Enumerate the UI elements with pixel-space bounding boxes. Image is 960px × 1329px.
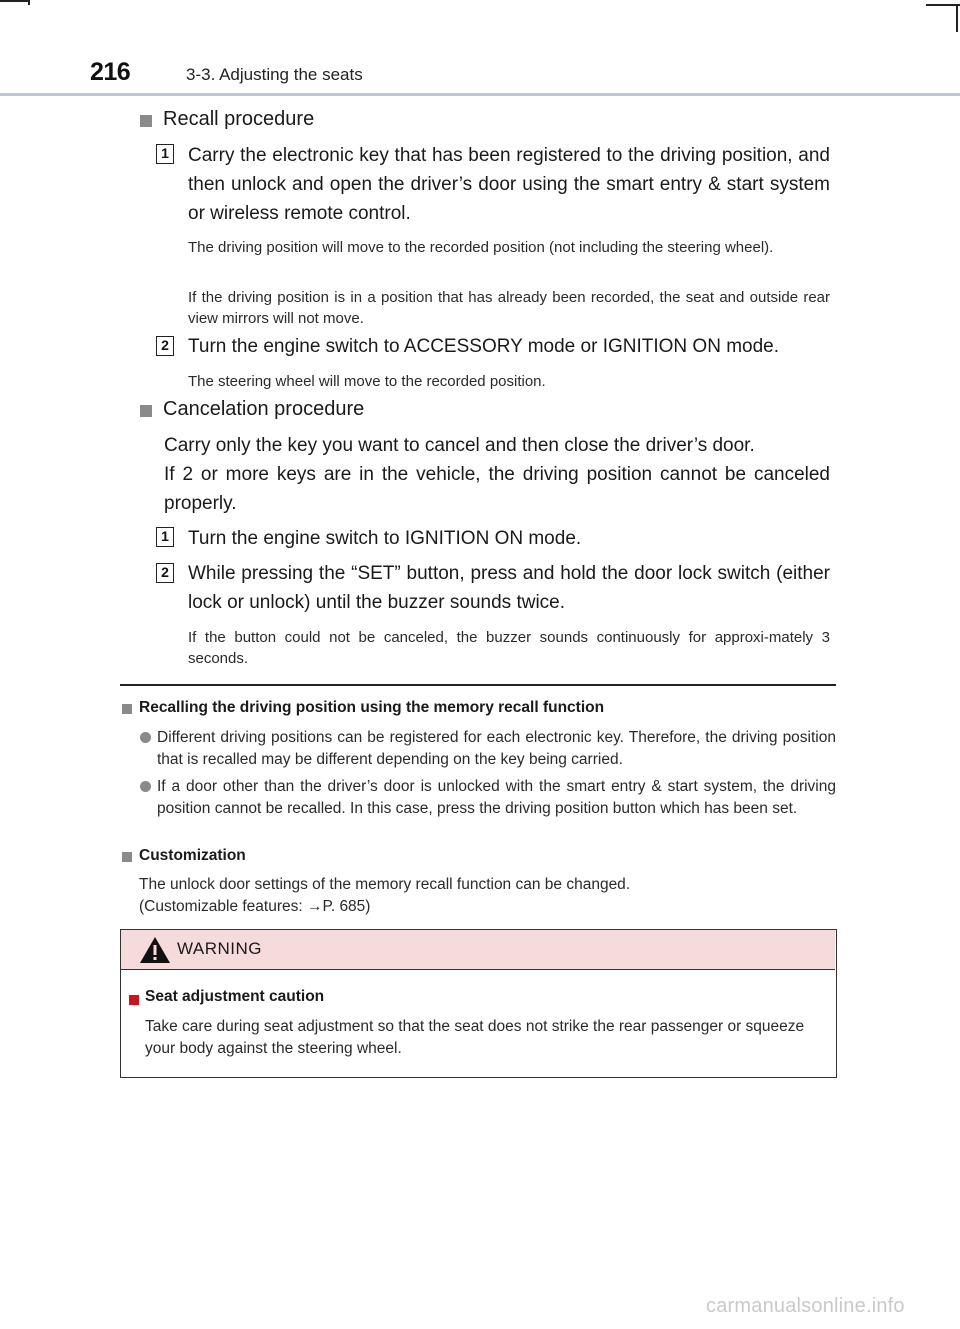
warning-header (121, 930, 835, 970)
square-bullet-icon (122, 704, 132, 714)
step-number-badge: 1 (156, 144, 174, 164)
recall-step-2-text: Turn the engine switch to ACCESSORY mode or IGNITION ON mode. (188, 336, 779, 357)
step-number-badge: 1 (156, 527, 174, 547)
customization-line-2: (Customizable features: →P. 685) (139, 898, 371, 915)
page-number: 216 (90, 58, 131, 86)
crop-mark-top-left-v (28, 0, 30, 5)
warning-heading: Seat adjustment caution (145, 988, 325, 1005)
recall-step-1-text: Carry the electronic key that has been registered to the driving position, and then unlock and open the driver’s door using the smart entry & start system or wireless remote control. (188, 145, 830, 224)
square-bullet-icon (140, 115, 152, 127)
recall-step-1-note-1: The driving position will move to the recorded position (not including the steering wheel). (188, 239, 774, 256)
warning-triangle-icon (139, 936, 171, 964)
step-number-badge: 2 (156, 336, 174, 356)
step-number-badge: 2 (156, 563, 174, 583)
cancel-intro-2: If 2 or more keys are in the vehicle, the driving position cannot be canceled properly. (164, 464, 830, 514)
red-square-bullet-icon (129, 995, 139, 1005)
recall-step-2-note: The steering wheel will move to the recorded position. (188, 373, 546, 390)
crop-mark-top-right (926, 4, 960, 6)
cancel-intro-1: Carry only the key you want to cancel and then close the driver’s door. (164, 435, 755, 456)
section-divider (120, 684, 836, 686)
header-rule (0, 93, 960, 96)
customization-line-1: The unlock door settings of the memory recall function can be changed. (139, 876, 631, 893)
section-title: 3-3. Adjusting the seats (186, 65, 363, 84)
circle-bullet-icon (140, 781, 151, 792)
square-bullet-icon (140, 405, 152, 417)
warning-box (120, 929, 837, 1078)
crop-mark-top-left (0, 0, 28, 2)
warning-title: WARNING (177, 939, 263, 958)
cancel-step-2-note: If the button could not be canceled, the buzzer sounds continuously for approxi-mately 3 seconds. (188, 629, 830, 667)
watermark: carmanualsonline.info (706, 1295, 905, 1317)
warning-body: Take care during seat adjustment so that the seat does not strike the rear passenger or squeeze your body against the steering wheel. (145, 1018, 805, 1057)
circle-bullet-icon (140, 732, 151, 743)
square-bullet-icon (122, 852, 132, 862)
crop-mark-top-right-v (956, 4, 958, 32)
page-header (0, 56, 960, 96)
recall-step-1-note-2: If the driving position is in a position that has already been recorded, the seat and outside rear view mirrors will not move. (188, 289, 830, 327)
cancel-step-1-text: Turn the engine switch to IGNITION ON mode. (188, 528, 582, 549)
cancel-step-2-text: While pressing the “SET” button, press and hold the door lock switch (either lock or unlock) until the buzzer sounds twice. (188, 563, 830, 613)
